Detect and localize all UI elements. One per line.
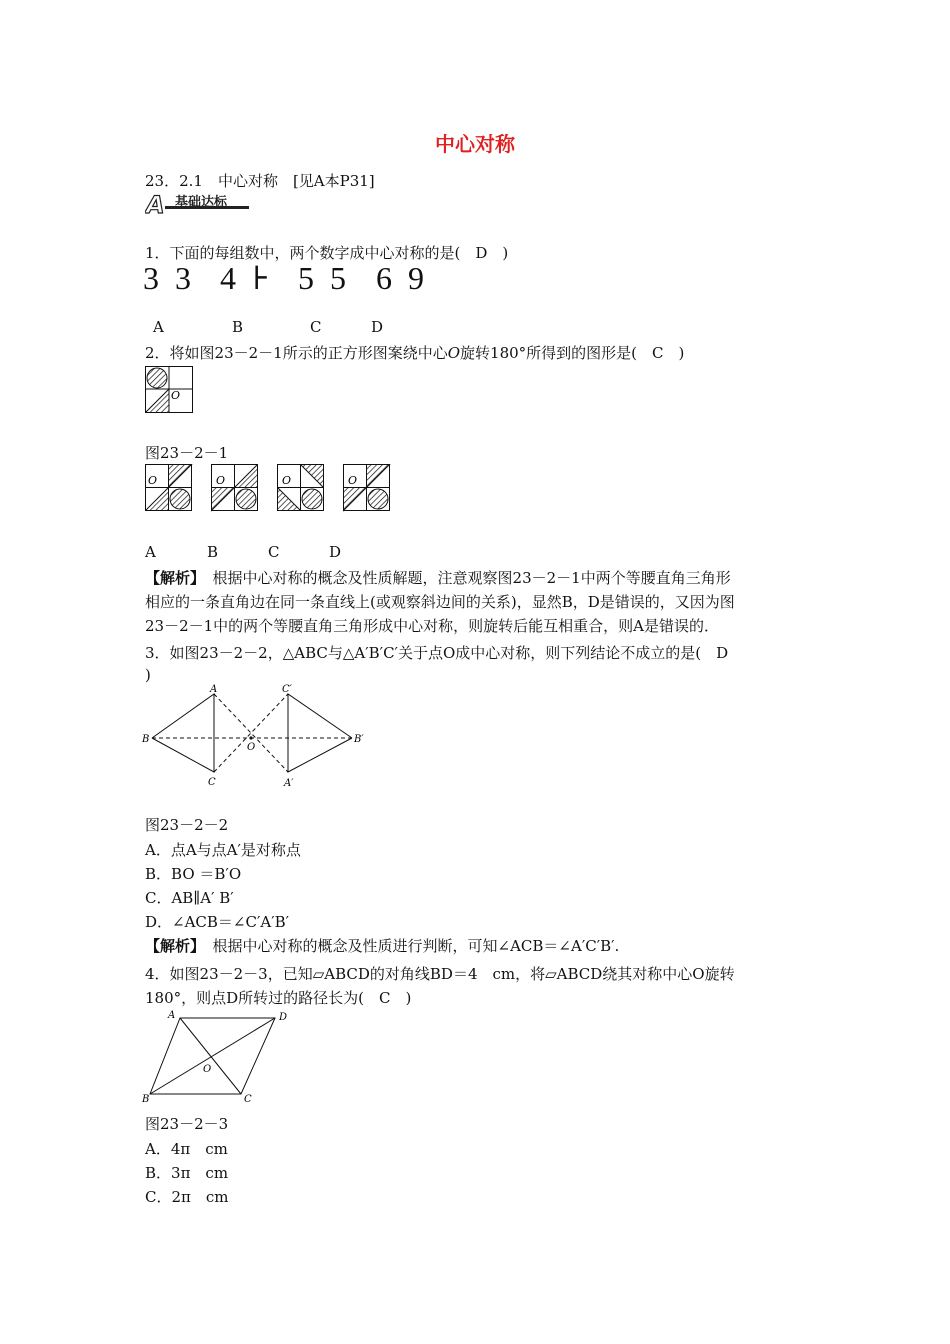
q1-digits-b: 4 ⊦ bbox=[220, 260, 275, 296]
q1-option-b: B bbox=[232, 318, 244, 336]
q1-option-d: D bbox=[371, 318, 384, 336]
basic-level-badge bbox=[145, 192, 251, 216]
q2-d-center-label: O bbox=[348, 474, 358, 487]
fig2-label-a-prime: A′ bbox=[284, 778, 294, 789]
q4-figure-caption: 图23－2－3 bbox=[145, 1115, 229, 1133]
q1-digits-c: 5 5 bbox=[298, 260, 350, 296]
q2-option-d: D bbox=[329, 543, 342, 561]
q4-option-b: B．3π cm bbox=[145, 1164, 229, 1182]
q4-option-c: C．2π cm bbox=[145, 1188, 229, 1206]
badge-text: 基础达标 bbox=[175, 195, 228, 210]
q3-stem-line-2: ) bbox=[145, 666, 151, 684]
fig2-label-c: C bbox=[208, 777, 216, 788]
fig3-label-o: O bbox=[203, 1064, 212, 1075]
q3-option-c: C．AB∥A′ B′ bbox=[145, 889, 234, 907]
fig3-label-a: A bbox=[168, 1010, 176, 1021]
fig2-label-a: A bbox=[210, 684, 218, 695]
q4-stem-line-2: 180°，则点D所转过的路径长为( C ) bbox=[145, 989, 412, 1007]
q3-option-a: A．点A与点A′是对称点 bbox=[145, 841, 301, 859]
q2-option-c: C bbox=[268, 543, 280, 561]
fig2-label-b: B bbox=[142, 734, 150, 745]
q3-analysis-label: 【解析】 bbox=[145, 937, 198, 955]
figure-center-label: O bbox=[171, 389, 181, 402]
q1-option-a: A bbox=[153, 318, 164, 336]
q2-option-b: B bbox=[207, 543, 219, 561]
q3-figure-caption: 图23－2－2 bbox=[145, 816, 229, 834]
q2-analysis-line-1: 根据中心对称的概念及性质解题，注意观察图23－2－1中两个等腰直角三角形 bbox=[212, 569, 731, 587]
q2-figure-a bbox=[146, 465, 192, 511]
q3-option-d: D．∠ACB＝∠C′A′B′ bbox=[145, 913, 290, 931]
q4-option-a: A．4π cm bbox=[145, 1140, 228, 1158]
q2-a-center-label: O bbox=[148, 474, 158, 487]
q2-analysis-line-2: 相应的一条直角边在同一条直线上(或观察斜边间的关系)，显然B，D是错误的，又因为图 bbox=[145, 593, 735, 611]
fig2-label-c-prime: C′ bbox=[282, 684, 292, 695]
fig3-label-b: B bbox=[142, 1094, 150, 1105]
q2-b-center-label: O bbox=[216, 474, 226, 487]
q2-figure-b bbox=[212, 465, 258, 511]
q2-c-center-label: O bbox=[282, 474, 292, 487]
q1-stem: 1．下面的每组数中，两个数字成中心对称的是( D ) bbox=[145, 244, 509, 262]
q1-digits-d: 6 9 bbox=[376, 260, 428, 296]
q2-analysis bbox=[145, 566, 810, 638]
badge-graphic bbox=[145, 192, 251, 216]
q4-stem-line-1: 4．如图23－2－3，已知▱ABCD的对角线BD＝4 cm，将▱ABCD绕其对称中心O旋转 bbox=[145, 965, 735, 983]
q1-digits-a: 3 3 bbox=[143, 260, 195, 296]
q3-analysis-text: 根据中心对称的概念及性质进行判断，可知∠ACB＝∠A′C′B′. bbox=[212, 937, 620, 955]
q3-analysis bbox=[145, 935, 619, 957]
q2-stem: 2．将如图23－2－1所示的正方形图案绕中心O旋转180°所得到的图形是( C ) bbox=[145, 344, 685, 362]
q2-option-a: A bbox=[145, 543, 156, 561]
q2-figure-c bbox=[278, 465, 324, 511]
q3-option-b: B．BO ＝B′O bbox=[145, 865, 242, 883]
section-heading: 23．2.1 中心对称 [见A本P31] bbox=[145, 172, 375, 190]
fig2-label-o: O bbox=[247, 742, 256, 753]
q2-option-figures bbox=[145, 464, 395, 512]
fig2-label-b-prime: B′ bbox=[354, 734, 364, 745]
page-title: 中心对称 bbox=[435, 132, 515, 156]
q1-option-c: C bbox=[310, 318, 322, 336]
q2-analysis-label: 【解析】 bbox=[145, 569, 198, 587]
q2-figure-caption: 图23－2－1 bbox=[145, 444, 229, 462]
q2-figure-d bbox=[344, 465, 390, 511]
badge-letter: A bbox=[146, 192, 165, 216]
fig3-label-d: D bbox=[279, 1012, 288, 1023]
q2-analysis-line-3: 23－2－1中的两个等腰直角三角形成中心对称，则旋转后能互相重合，则A是错误的． bbox=[145, 617, 720, 635]
figure-23-2-3 bbox=[140, 1008, 300, 1108]
figure-23-2-2 bbox=[140, 684, 370, 792]
q3-stem-line-1: 3．如图23－2－2，△ABC与△A′B′C′关于点O成中心对称，则下列结论不成立的是( D bbox=[145, 644, 729, 662]
fig3-label-c: C bbox=[244, 1094, 252, 1105]
figure-23-2-1 bbox=[145, 366, 195, 414]
